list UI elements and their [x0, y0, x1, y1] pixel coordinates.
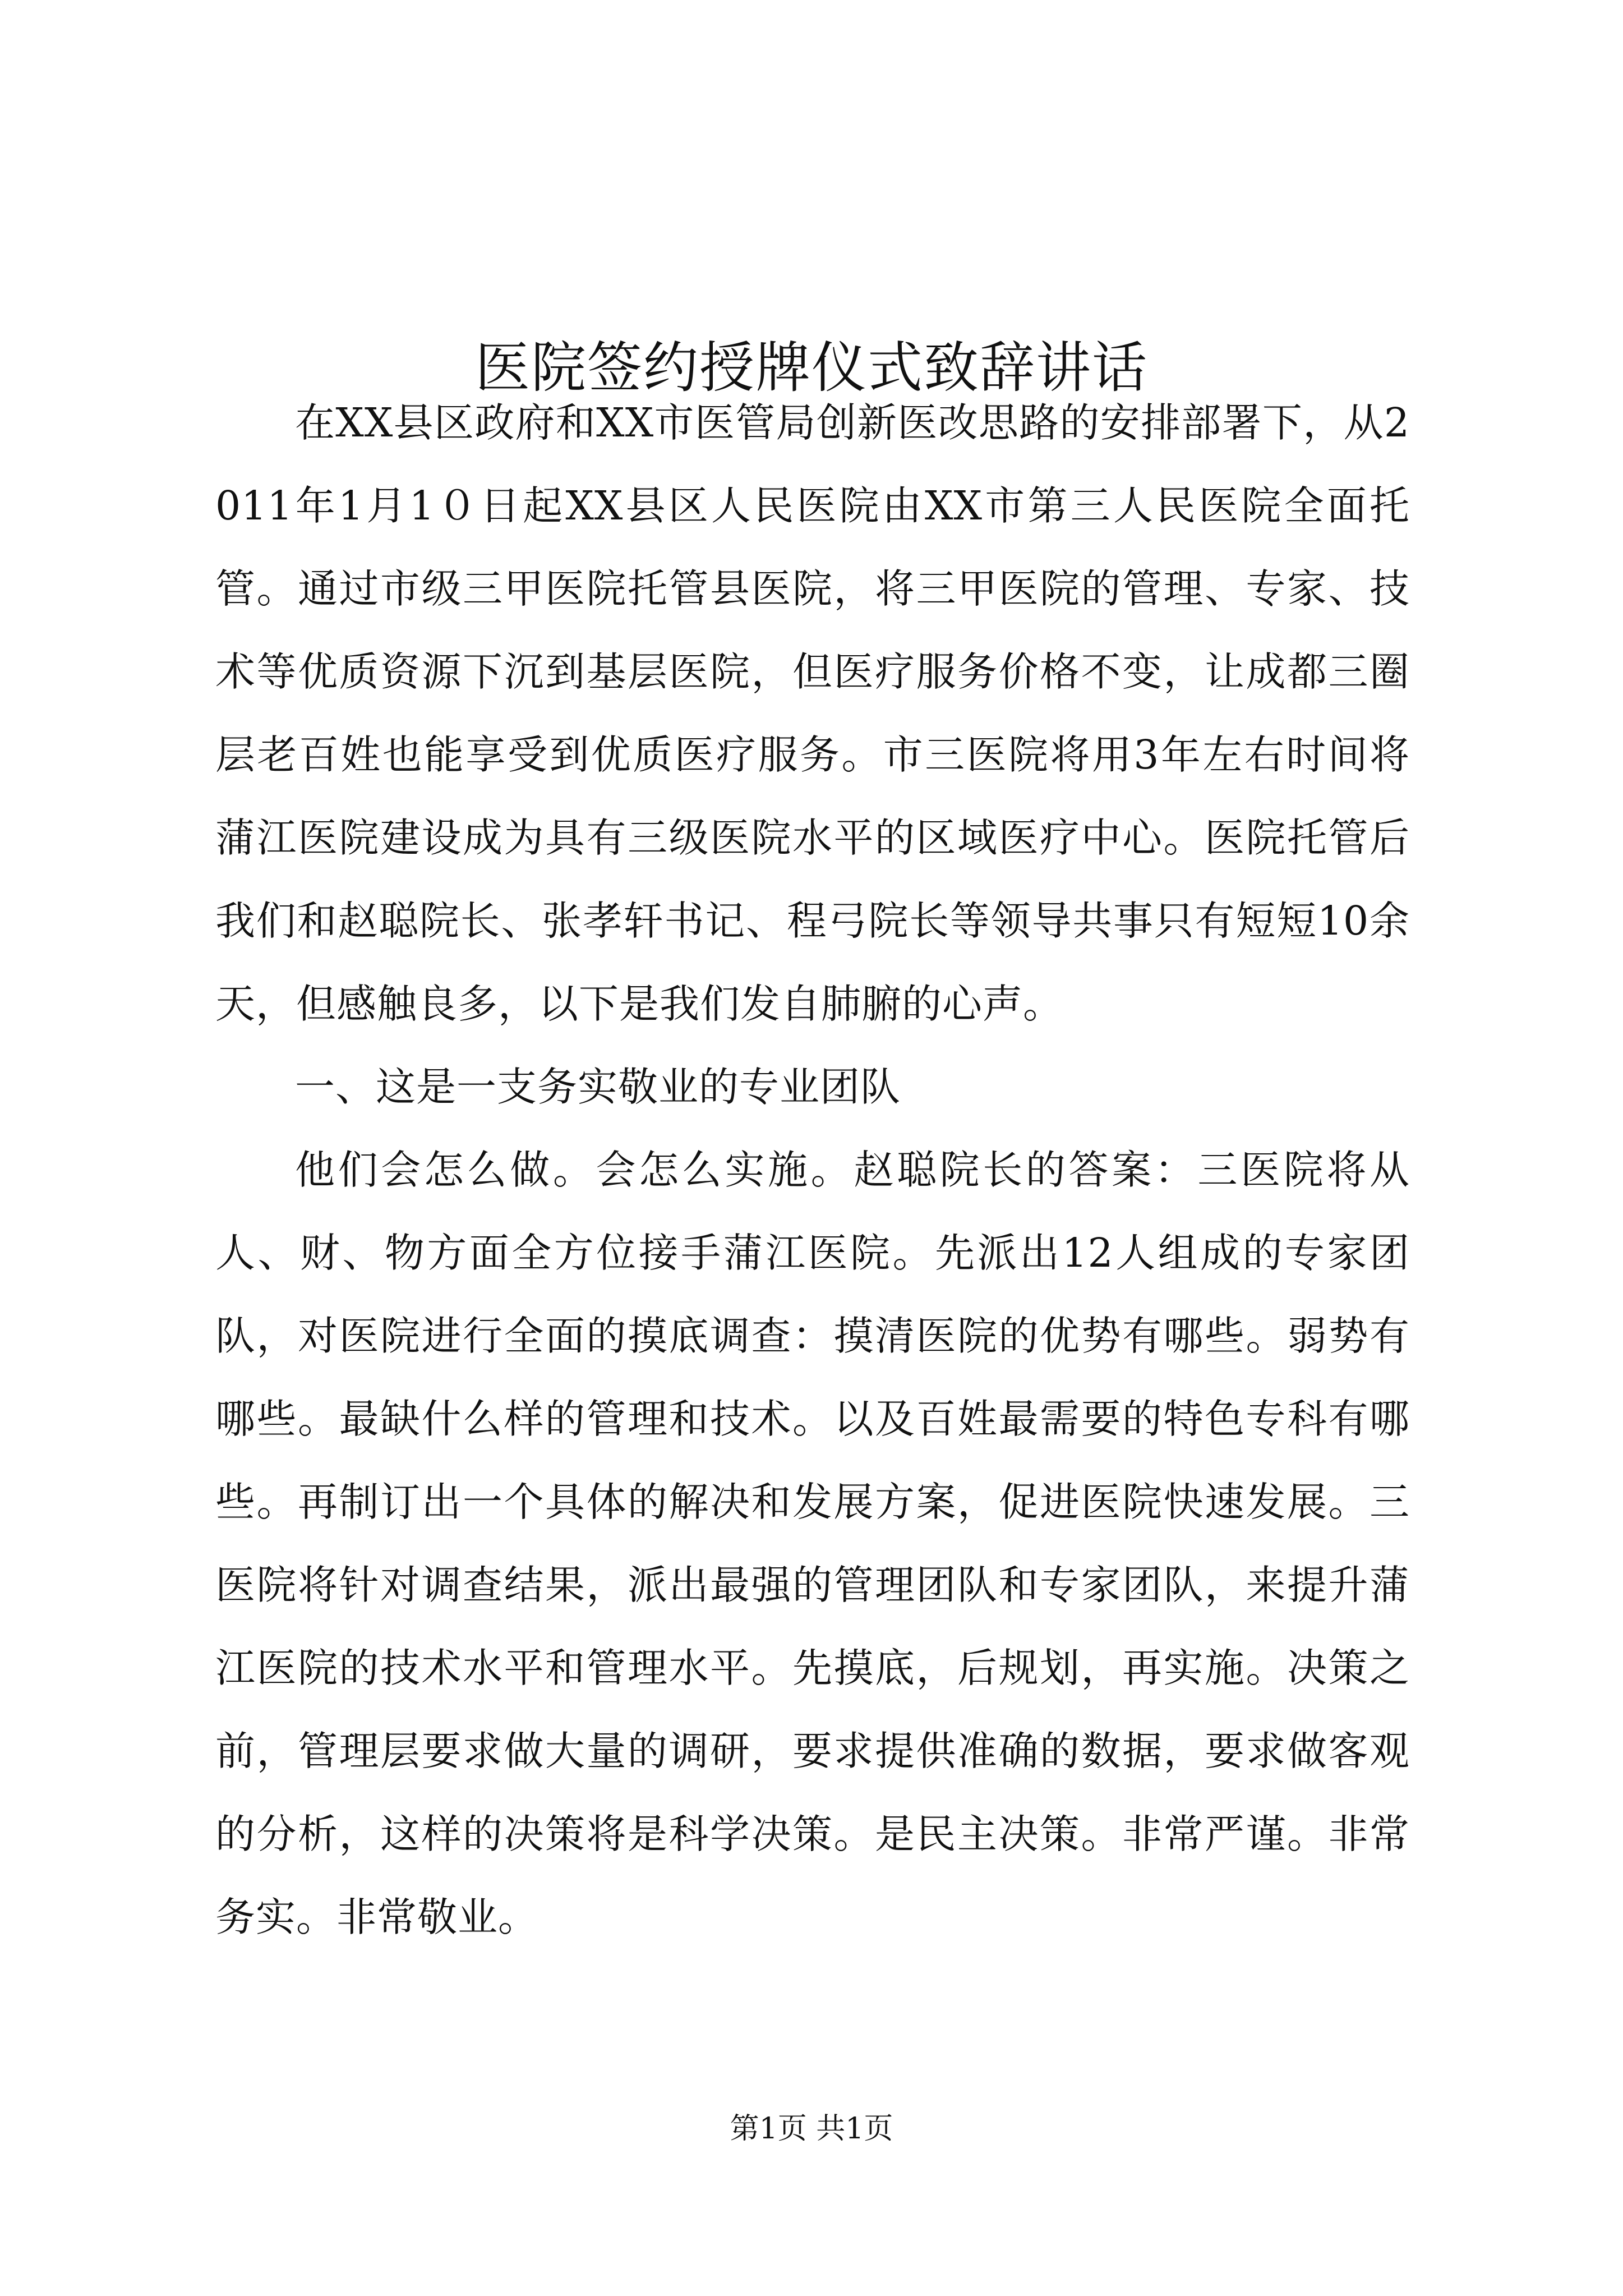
paragraph-section-1: 他们会怎么做。会怎么实施。赵聪院长的答案：三医院将从人、财、物方面全方位接手蒲江医院。先派出12人组成的专家团队，对医院进行全面的摸底调查：摸清医院的优势有哪些。弱势有哪些。最缺什么样的管理和技术。以及百姓最需要的特色专科有哪些。再制订出一个具体的解决和发展方案，促进医院快速发展。三医院将针对调查结果，派出最强的管理团队和专家团队，来提升蒲江医院的技术水平和管理水平。先摸底，后规划，再实施。决策之前，管理层要求做大量的调研，要求提供准确的数据，要求做客观的分析，这样的决策将是科学决策。是民主决策。非常严谨。非常务实。非常敬业。 — [215, 1147, 1410, 1940]
paragraph-intro: 在XX县区政府和XX市医管局创新医改思路的安排部署下，从2011年1月1０日起XX县区人民医院由XX市第三人民医院全面托管。通过市级三甲医院托管县医院，将三甲医院的管理、专家、技术等优质资源下沉到基层医院，但医疗服务价格不变，让成都三圈层老百姓也能享受到优质医疗服务。市三医院将用3年左右时间将蒲江医院建设成为具有三级医院水平的区域医疗中心。医院托管后我们和赵聪院长、张孝轩书记、程弓院长等领导共事只有短短10余天，但感触良多，以下是我们发自肺腑的心声。 — [215, 399, 1410, 1027]
page-footer: 第1页 共1页 — [730, 2112, 893, 2146]
document-body — [215, 381, 1410, 1959]
document-title: 医院签约授牌仪式致辞讲话 — [474, 335, 1148, 400]
section-heading-1: 一、这是一支务实敬业的专业团队 — [295, 1064, 901, 1110]
